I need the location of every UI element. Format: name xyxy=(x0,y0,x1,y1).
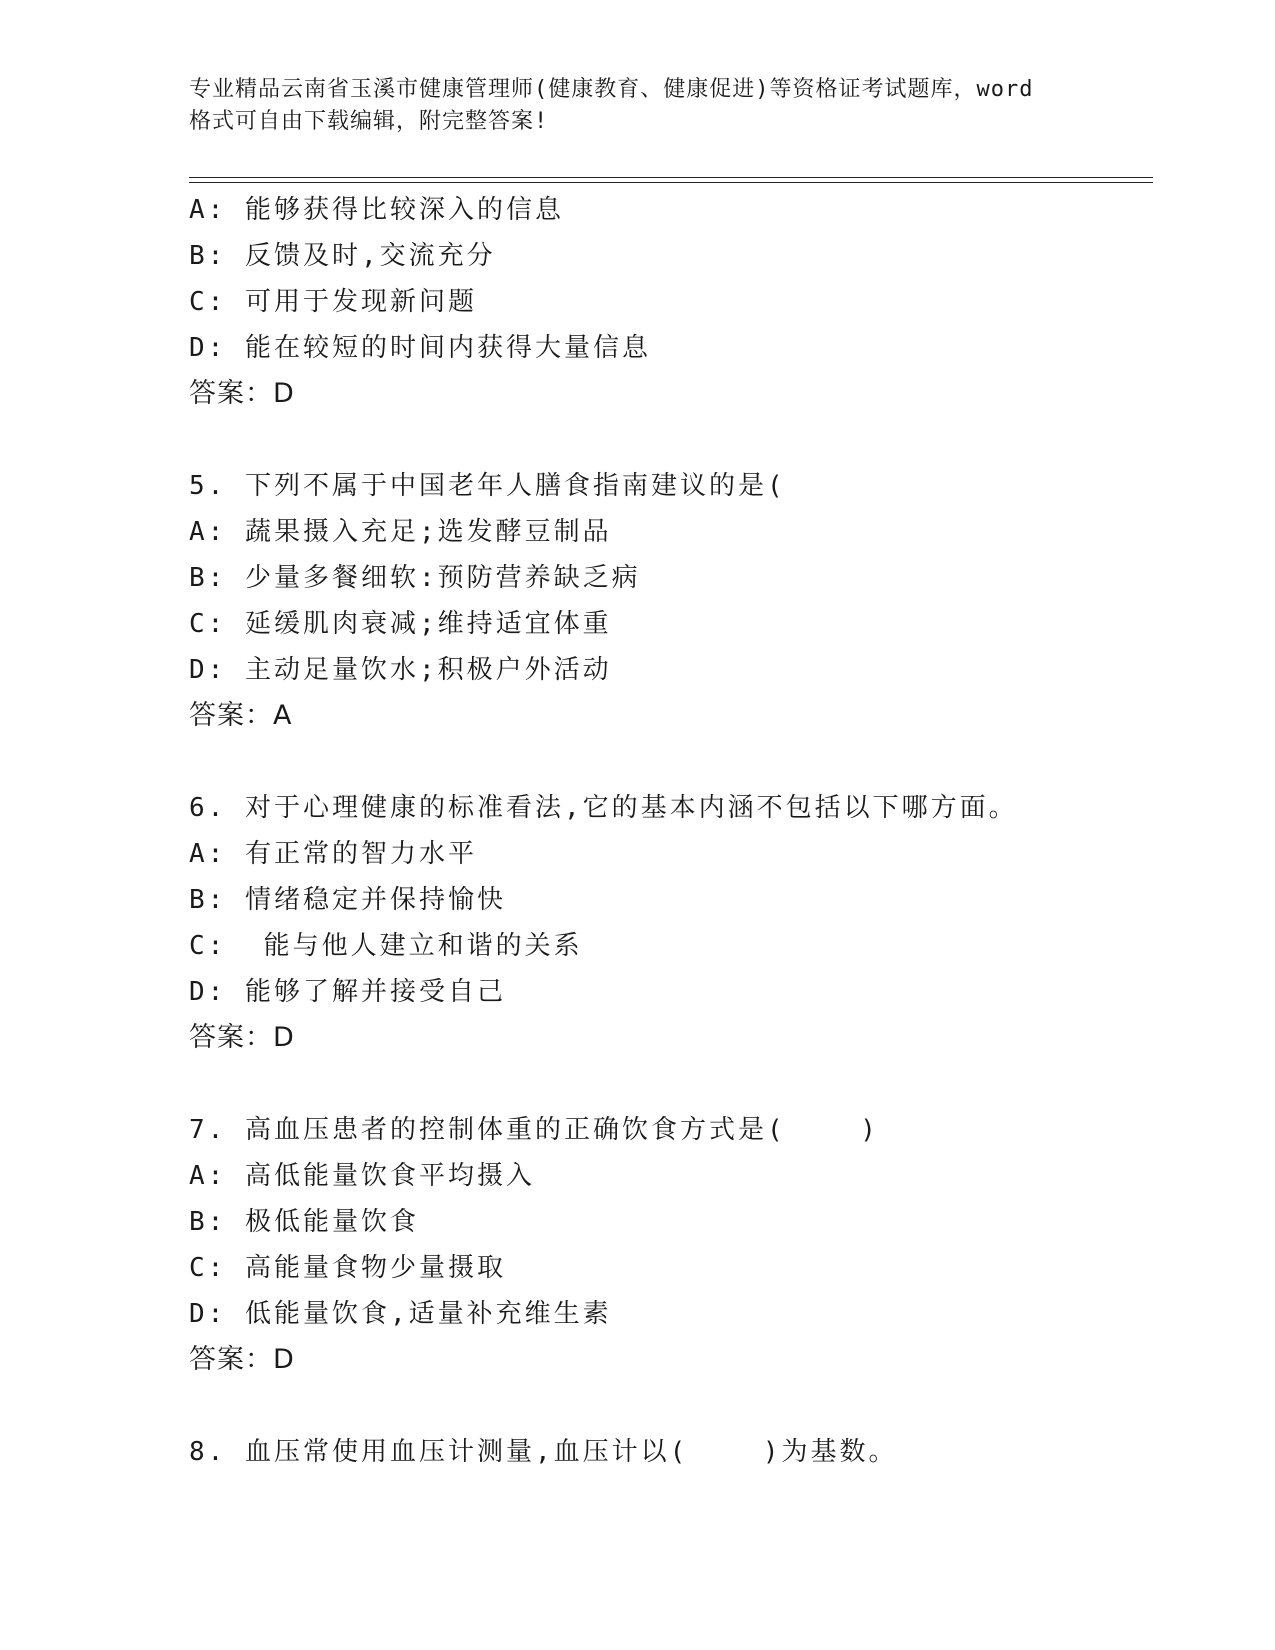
option-b: B: 少量多餐细软:预防营养缺乏病 xyxy=(189,563,641,593)
question-text: 7. 高血压患者的控制体重的正确饮食方式是( ) xyxy=(189,1115,879,1145)
option-a: A: 有正常的智力水平 xyxy=(189,839,477,869)
option-c: C: 能与他人建立和谐的关系 xyxy=(189,931,583,961)
option-b: B: 极低能量饮食 xyxy=(189,1207,419,1237)
question-7 xyxy=(189,1107,1149,1383)
option-d: D: 主动足量饮水;积极户外活动 xyxy=(189,655,612,685)
header-divider-bottom xyxy=(189,182,1153,183)
question-8 xyxy=(189,1429,1149,1475)
question-list xyxy=(189,187,1149,1475)
header-divider-top xyxy=(189,177,1153,178)
option-d: D: 能够了解并接受自己 xyxy=(189,977,506,1007)
question-5 xyxy=(189,463,1149,739)
question-4 xyxy=(189,187,1149,417)
answer: 答案：D xyxy=(189,1344,295,1375)
question-text: 8. 血压常使用血压计测量,血压计以( )为基数。 xyxy=(189,1437,898,1467)
option-c: C: 可用于发现新问题 xyxy=(189,287,477,317)
option-b: B: 反馈及时,交流充分 xyxy=(189,241,496,271)
option-d: D: 能在较短的时间内获得大量信息 xyxy=(189,333,651,363)
option-a: A: 能够获得比较深入的信息 xyxy=(189,195,564,225)
option-a: A: 蔬果摄入充足;选发酵豆制品 xyxy=(189,517,612,547)
option-d: D: 低能量饮食,适量补充维生素 xyxy=(189,1299,612,1329)
option-c: C: 高能量食物少量摄取 xyxy=(189,1253,506,1283)
answer: 答案：A xyxy=(189,700,293,731)
answer: 答案：D xyxy=(189,1022,295,1053)
document-header xyxy=(189,74,1089,138)
option-b: B: 情绪稳定并保持愉快 xyxy=(189,885,506,915)
question-text: 6. 对于心理健康的标准看法,它的基本内涵不包括以下哪方面。 xyxy=(189,793,1018,823)
option-c: C: 延缓肌肉衰减;维持适宜体重 xyxy=(189,609,612,639)
option-a: A: 高低能量饮食平均摄入 xyxy=(189,1161,535,1191)
header-line-1: 专业精品云南省玉溪市健康管理师(健康教育、健康促进)等资格证考试题库，word xyxy=(189,77,1034,102)
question-6 xyxy=(189,785,1149,1061)
question-text: 5. 下列不属于中国老年人膳食指南建议的是( xyxy=(189,471,786,501)
answer: 答案：D xyxy=(189,378,295,409)
header-line-2: 格式可自由下载编辑，附完整答案! xyxy=(189,109,549,134)
